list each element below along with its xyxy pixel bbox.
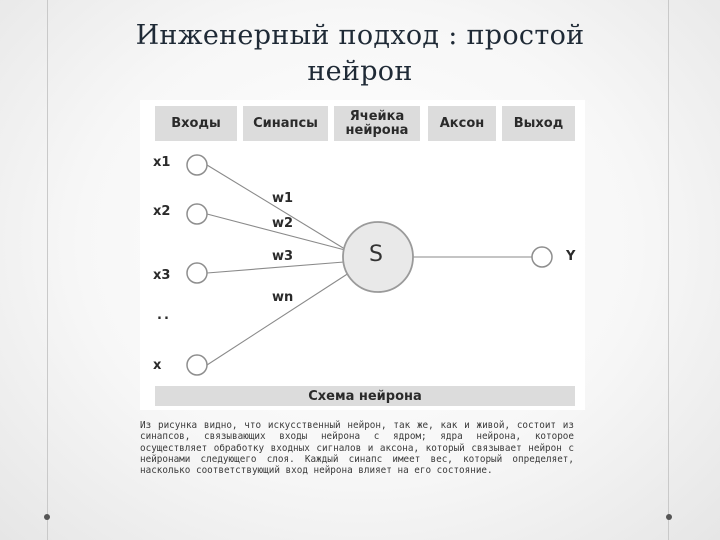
frame-left-line (47, 0, 48, 540)
header-axon: Аксон (428, 106, 496, 141)
input-label-2 (153, 204, 170, 219)
input-text-1: x1 (153, 155, 171, 170)
bullet-dot-right (666, 514, 672, 520)
input-ellipsis: .. (157, 308, 171, 323)
neuron-schematic (140, 100, 585, 410)
title-line-2: нейрон (307, 56, 413, 87)
input-label-1 (153, 155, 170, 170)
input-text-3: x3 (153, 268, 171, 283)
input-label-n (153, 358, 161, 373)
synapse-line-n (207, 271, 352, 365)
diagram-caption: Схема нейрона (155, 386, 575, 406)
title-line-1: Инженерный подход : простой (135, 20, 585, 51)
weight-label-2: w2 (272, 216, 294, 231)
input-node-2 (187, 204, 207, 224)
weight-label-3: w3 (272, 249, 294, 264)
input-label-3 (153, 268, 170, 283)
neuron-diagram (140, 100, 585, 410)
slide-title (110, 18, 610, 90)
header-soma: Ячейка нейрона (334, 106, 420, 141)
bullet-dot-left (44, 514, 50, 520)
weight-label-n: wn (272, 290, 294, 305)
output-label: Y (566, 249, 576, 264)
header-inputs: Входы (155, 106, 237, 141)
input-text-n: x (153, 358, 162, 373)
synapse-line-1 (207, 165, 353, 254)
frame-right-line (668, 0, 669, 540)
input-node-3 (187, 263, 207, 283)
header-synapses: Синапсы (243, 106, 328, 141)
weight-label-1: w1 (272, 191, 294, 206)
header-output: Выход (502, 106, 575, 141)
input-node-1 (187, 155, 207, 175)
description-paragraph: Из рисунка видно, что искусственный нейрон, так же, как и живой, состоит из синапсов, связывающих входы нейрона с ядром; ядра нейрона, которое осуществляет обработку входных сигналов и аксона, который связывает нейрон с нейронами следующего слоя. Каждый синапс имеет вес, который определяет, насколько соответствующий вход нейрона влияет на его состояние. (140, 420, 574, 477)
output-node (532, 247, 552, 267)
input-text-2: x2 (153, 204, 171, 219)
input-node-n (187, 355, 207, 375)
soma-label: S (369, 242, 383, 267)
